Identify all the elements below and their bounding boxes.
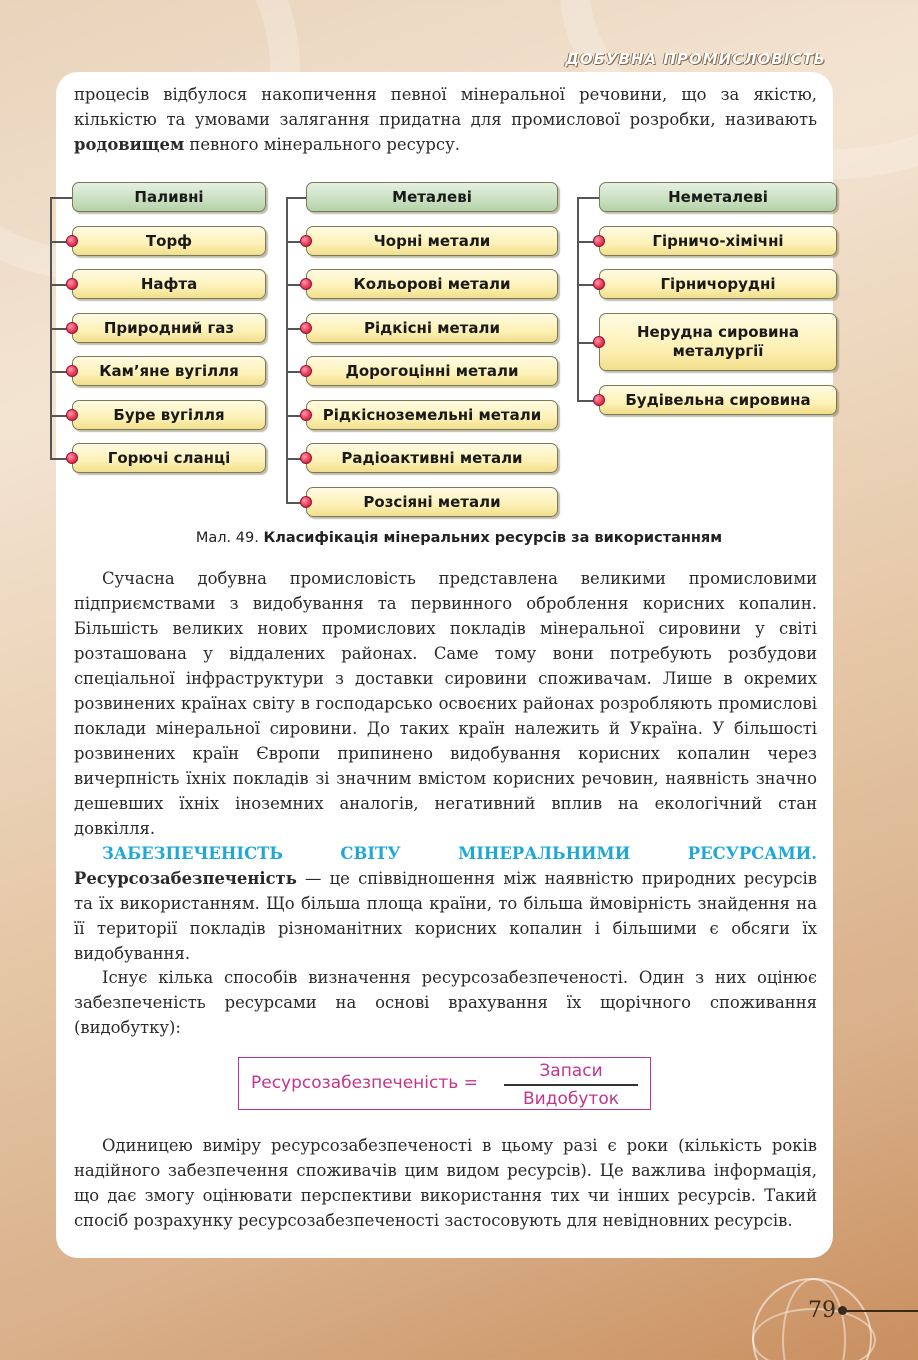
item-fuel: Природний газ [72,313,266,343]
formula-denominator: Видобуток [523,1088,619,1109]
item-fuel: Кам’яне вугілля [72,356,266,386]
fraction-bar [504,1084,638,1086]
paragraph: Одиницею виміру ресурсозабезпеченості в цьому разі є роки (кількість років надійного забезпечення споживачів цим видом ресурсів). Це важлива інформація, що дає змогу оцінювати перспективи використання тих чи інших ресурсів. Такий спосіб розрахунку ресурсозабезпеченості застосовують для невідновних ресурсів. [74,1136,817,1230]
item-fuel: Торф [72,226,266,256]
connector-line [286,197,288,502]
item-fuel: Нафта [72,269,266,299]
term-deposit: родовищем [74,135,185,154]
paragraph: ЗАБЕЗПЕЧЕНІСТЬ СВІТУ МІНЕРАЛЬНИМИ РЕСУРСАМИ. Ресурсозабезпеченість — це співвідношення між наявністю природних ресурсів та їх використанням. Що більша площа країни, то більша ймовірність знайдення на її території покладів різноманітних корисних копалин і більшими є обсяги їх видобування. [74,844,817,963]
item-metallic: Дорогоцінні метали [306,356,558,386]
item-nonmetallic: Нерудна сировина металургії [599,313,837,371]
bullet-dot [300,278,312,290]
bullet-dot [593,278,605,290]
item-metallic: Кольорові метали [306,269,558,299]
bullet-dot [593,394,605,406]
bullet-dot [66,452,78,464]
bullet-dot [66,409,78,421]
formula-box [238,1057,651,1110]
item-nonmetallic: Будівельна сировина [599,385,837,415]
intro-paragraph: процесів відбулося накопичення певної мінеральної речовини, що за якістю, кількістю та умовами залягання придатна для промислової розробки, називають родовищем певного мінерального ресурсу. [74,85,817,154]
item-metallic: Рідкісні метали [306,313,558,343]
item-nonmetallic: Гірничо-хімічні [599,226,837,256]
formula-fraction [504,1060,638,1110]
category-fuel: Паливні [72,182,266,212]
connector-line [577,197,579,400]
bullet-dot [66,322,78,334]
item-metallic: Рідкісноземельні метали [306,400,558,430]
category-metallic: Металеві [306,182,558,212]
section-heading: ЗАБЕЗПЕЧЕНІСТЬ СВІТУ МІНЕРАЛЬНИМИ РЕСУРСАМИ. [102,844,817,863]
bullet-dot [66,235,78,247]
paragraph: Сучасна добувна промисловість представлена великими промисловими підприємствами з видобування та первинного оброблення корисних копалин. Більшість великих нових промислових покладів мінеральної сировини у світі розташована у віддалених районах. Саме тому вони потребують розбудови спеціальної інфраструктури з доставки сировини споживачам. Лише в окремих розвинених країнах світу в господарсько освоєних районах розробляють промислові поклади мінеральної сировини. До таких країн належить й Україна. У більшості розвинених країн Європи припинено видобування корисних копалин через вичерпність їхніх покладів зі значним вмістом корисних речовин, наявність значно дешевших їхніх іноземних аналогів, негативний вплив на екологічний стан довкілля. [74,569,817,838]
term-resource-supply: Ресурсозабезпеченість [74,869,297,888]
item-metallic: Розсіяні метали [306,487,558,517]
connector-line [577,197,599,199]
page-rule [842,1310,918,1312]
item-nonmetallic: Гірничорудні [599,269,837,299]
connector-line [286,197,306,199]
bullet-dot [300,452,312,464]
formula-lhs: Ресурсозабезпеченість = [251,1073,478,1093]
item-metallic: Чорні метали [306,226,558,256]
connector-line [50,197,72,199]
paragraph: Існує кілька способів визначення ресурсозабезпеченості. Один з них оцінює забезпеченість ресурсами на основі врахування їх щорічного споживання (видобутку): [74,968,817,1037]
page-number: 79 [808,1298,836,1323]
item-fuel: Горючі сланці [72,443,266,473]
item-metallic: Радіоактивні метали [306,443,558,473]
bullet-dot [300,322,312,334]
formula-numerator: Запаси [539,1061,603,1081]
bullet-dot [300,409,312,421]
category-nonmetallic: Неметалеві [599,182,837,212]
bullet-dot [593,336,605,348]
bullet-dot [300,235,312,247]
figure-caption: Мал. 49. Класифікація мінеральних ресурсів за використанням [195,530,723,546]
bullet-dot [66,278,78,290]
bullet-dot [300,365,312,377]
running-header: ДОБУВНА ПРОМИСЛОВІСТЬ [565,50,826,68]
item-fuel: Буре вугілля [72,400,266,430]
bullet-dot [300,496,312,508]
bullet-dot [593,235,605,247]
bullet-dot [66,365,78,377]
